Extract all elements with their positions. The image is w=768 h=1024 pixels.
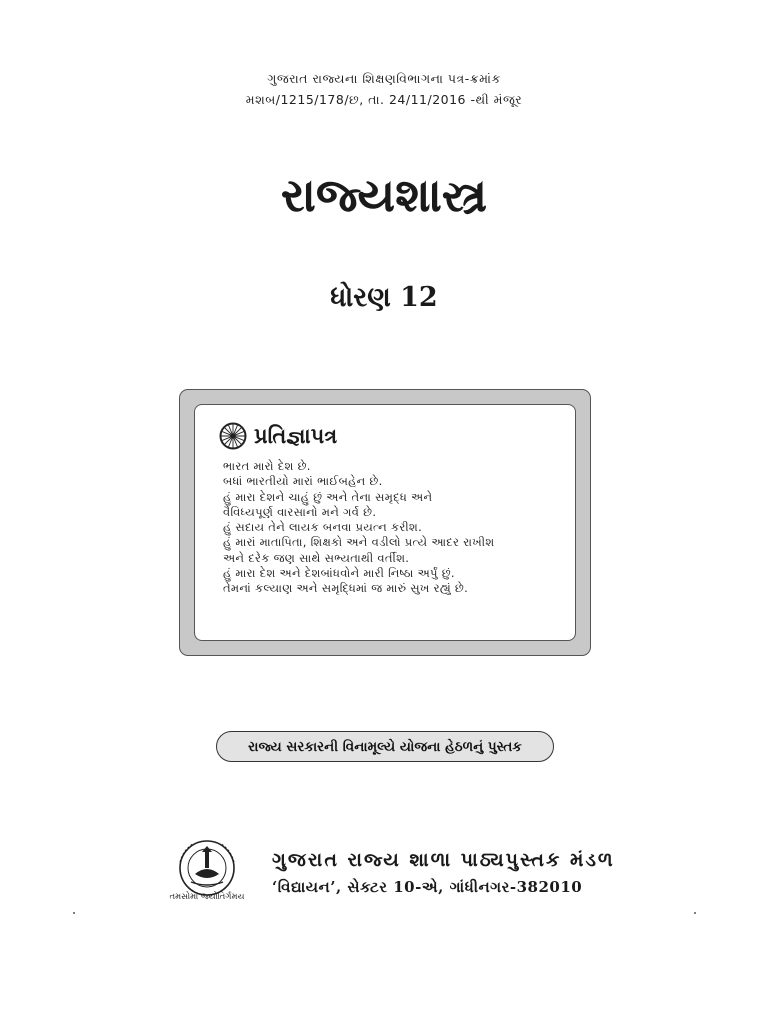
pledge-line: ભારત મારો દેશ છે. [223,459,311,473]
pledge-line: હું મારા દેશને ચાહું છું અને તેના સમૃદ્ધ અને [223,489,433,504]
grade-label: ધોરણ 12 [330,282,438,313]
pledge-line: તેમનાં કલ્યાણ અને સમૃદ્ધિમાં જ મારું સુખ રહ્યું છે. [223,581,469,596]
pledge-line: હું મારા દેશ અને દેશબાંધવોને મારી નિષ્ઠા અર્પું છું. [223,566,455,581]
approval-line-2: મશબ/1215/178/છ, તા. 24/11/2016 -થી મંજૂર [245,92,523,107]
book-title: રાજ્યશાસ્ત્ર [280,168,488,222]
pledge-text [223,459,494,597]
free-scheme-badge: રાજ્ય સરકારની વિનામૂલ્યે યોજના હેઠળનું પુસ્તક [216,731,554,762]
approval-line-1: ગુજરાત રાજ્યના શિક્ષણવિભાગના પત્ર-ક્રમાંક [267,71,501,86]
board-name: ગુજરાત રાજ્ય શાળા પાઠ્યપુસ્તક મંડળ [272,849,615,871]
approval-notice [0,68,768,110]
board-motto: તમસોમા જ્યોતિર્ગમય [169,892,245,902]
page-mark [73,912,75,914]
pledge-line: બધાં ભારતીયો મારાં ભાઈબહેન છે. [223,474,383,489]
pledge-title: પ્રતિજ્ઞાપત્ર [254,423,338,448]
pledge-header [218,421,337,451]
ashoka-chakra-icon [218,421,248,451]
pledge-frame [179,389,591,656]
pledge-line: અને દરેક જણ સાથે સભ્યતાથી વર્તીશ. [223,550,410,565]
pledge-line: વૈવિધ્યપૂર્ણ વારસાનો મને ગર્વ છે. [223,504,377,519]
board-address: ‘વિદ્યાયન’, સેક્ટર 10-એ, ગાંધીનગર-382010 [272,878,583,896]
page-mark [694,912,696,914]
pledge-line: હું મારાં માતાપિતા, શિક્ષકો અને વડીલો પ્રત્યે આદર રાખીશ [223,535,495,550]
pledge-line: હું સદાય તેને લાયક બનવા પ્રયત્ન કરીશ. [223,520,423,535]
pledge-box [194,404,576,641]
